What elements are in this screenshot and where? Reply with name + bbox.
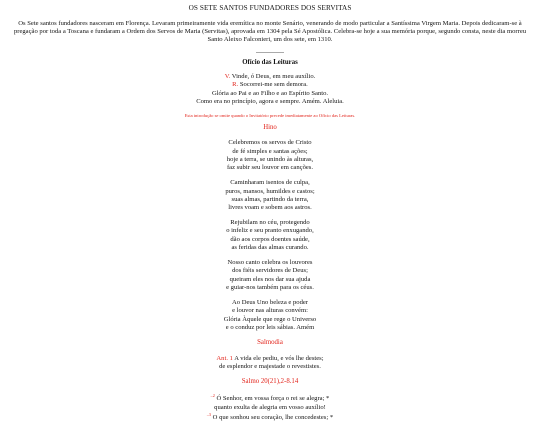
versicle-line xyxy=(8,73,532,81)
gloria-line-2: Como era no princípio, agora e sempre. Amém. Aleluia. xyxy=(196,97,344,105)
gloria-line-1: Glória ao Pai e ao Filho e ao Espírito Santo. xyxy=(211,89,329,97)
hymn-line: e louvor nas alturas convém: xyxy=(232,307,308,315)
response-text: Socorrei-me sem demora. xyxy=(239,81,308,89)
hymn-line: suas almas, partindo da terra, xyxy=(231,195,309,203)
hymn-line: Glória Àquele que rege o Universo xyxy=(223,315,317,323)
psalm-line xyxy=(8,393,532,403)
versicle-text: Vinde, ó Deus, em meu auxílio. xyxy=(231,73,316,81)
opening-versicle xyxy=(8,73,532,106)
psalmody-heading: Salmodia xyxy=(257,339,283,347)
hymn-line: Ao Deus Uno beleza e poder xyxy=(232,299,308,307)
verse-number: –3 xyxy=(206,412,212,418)
intro-paragraph: Os Sete santos fundadores nasceram em Florença. Levaram primeiramente vida eremítica no monte Senário, venerando de modo particular a Santíssima Virgem Maria. Depois dedicaram-se à pregação por toda a Toscana e fundaram a Ordem dos Servos de Maria (Servitas), aprovada em 1304 pela Sé Apostólica. Celebra-se hoje a sua memória porque, segundo consta, neste dia morreu Santo Aleixo Falconieri, um dos sete, em 1310. xyxy=(13,20,527,44)
office-heading: Ofício das Leituras xyxy=(242,58,298,66)
hymn-stanza xyxy=(8,259,532,292)
verse-number: –2 xyxy=(210,393,215,399)
hymn-line: hoje a terra, se unindo às alturas, xyxy=(226,155,314,163)
hymn-line: o infeliz e seu pranto enxugando, xyxy=(226,227,314,235)
hymn-line: puros, mansos, humildes e castos; xyxy=(225,187,315,195)
antiphon-line-1 xyxy=(8,355,532,363)
psalm-line-text: O que sonhou seu coração, lhe concedestes; * xyxy=(212,414,334,422)
hymn-line: dos fiéis servidores de Deus; xyxy=(232,267,308,275)
rubric-note: Esta introdução se omite quando o Invitatório precede imediatamente ao Ofício das Leituras. xyxy=(184,113,356,119)
psalm-line xyxy=(8,412,532,422)
hymn-stanza xyxy=(8,299,532,332)
hymn-heading: Hino xyxy=(263,123,277,131)
psalm-text xyxy=(8,393,532,422)
hymn-line: queiram eles nos dar sua ajuda xyxy=(229,275,311,283)
hymn-line: as feridas das almas curando. xyxy=(231,243,309,251)
psalm-heading: Salmo 20(21),2-8.14 xyxy=(241,377,299,385)
divider xyxy=(256,52,284,53)
hymn-line: e o conduz por leis sábias. Amém xyxy=(225,323,315,331)
hymn xyxy=(8,139,532,332)
response-mark: R. xyxy=(232,81,239,89)
hymn-stanza xyxy=(8,179,532,212)
psalm-line xyxy=(8,404,532,412)
hymn-line: Celebremos os servos de Cristo xyxy=(228,139,312,147)
hymn-stanza xyxy=(8,139,532,172)
antiphon xyxy=(8,355,532,371)
hymn-line: faz subir seu louvor em canções. xyxy=(226,164,314,172)
versicle-mark: V. xyxy=(224,73,231,81)
hymn-line: Rejubilam no céu, protegendo xyxy=(230,219,310,227)
response-line xyxy=(8,81,532,89)
hymn-line: Caminharam isentos de culpa, xyxy=(230,179,310,187)
psalm-line-text: Ó Senhor, em vossa força o rei se alegra; * xyxy=(216,395,330,403)
hymn-line: livres voam e sobem aos astros. xyxy=(228,203,312,211)
hymn-line: Nosso canto celebra os louvores xyxy=(227,259,313,267)
hymn-line: dão aos corpos doentes saúde, xyxy=(230,235,310,243)
hymn-line: e guiar-nos também para os céus. xyxy=(226,283,314,291)
antiphon-text-1: A vida ele pediu, e vós lhe destes; xyxy=(234,354,324,362)
psalm-line-text: quanto exulta de alegria em vosso auxílio! xyxy=(214,403,326,411)
antiphon-label: Ant. 1 xyxy=(216,354,233,362)
antiphon-line-2: de esplendor e majestade o revestistes. xyxy=(219,362,321,370)
page-title: OS SETE SANTOS FUNDADORES DOS SERVITAS xyxy=(188,4,352,12)
hymn-line: de fé simples e santas ações; xyxy=(232,147,308,155)
hymn-stanza xyxy=(8,219,532,252)
